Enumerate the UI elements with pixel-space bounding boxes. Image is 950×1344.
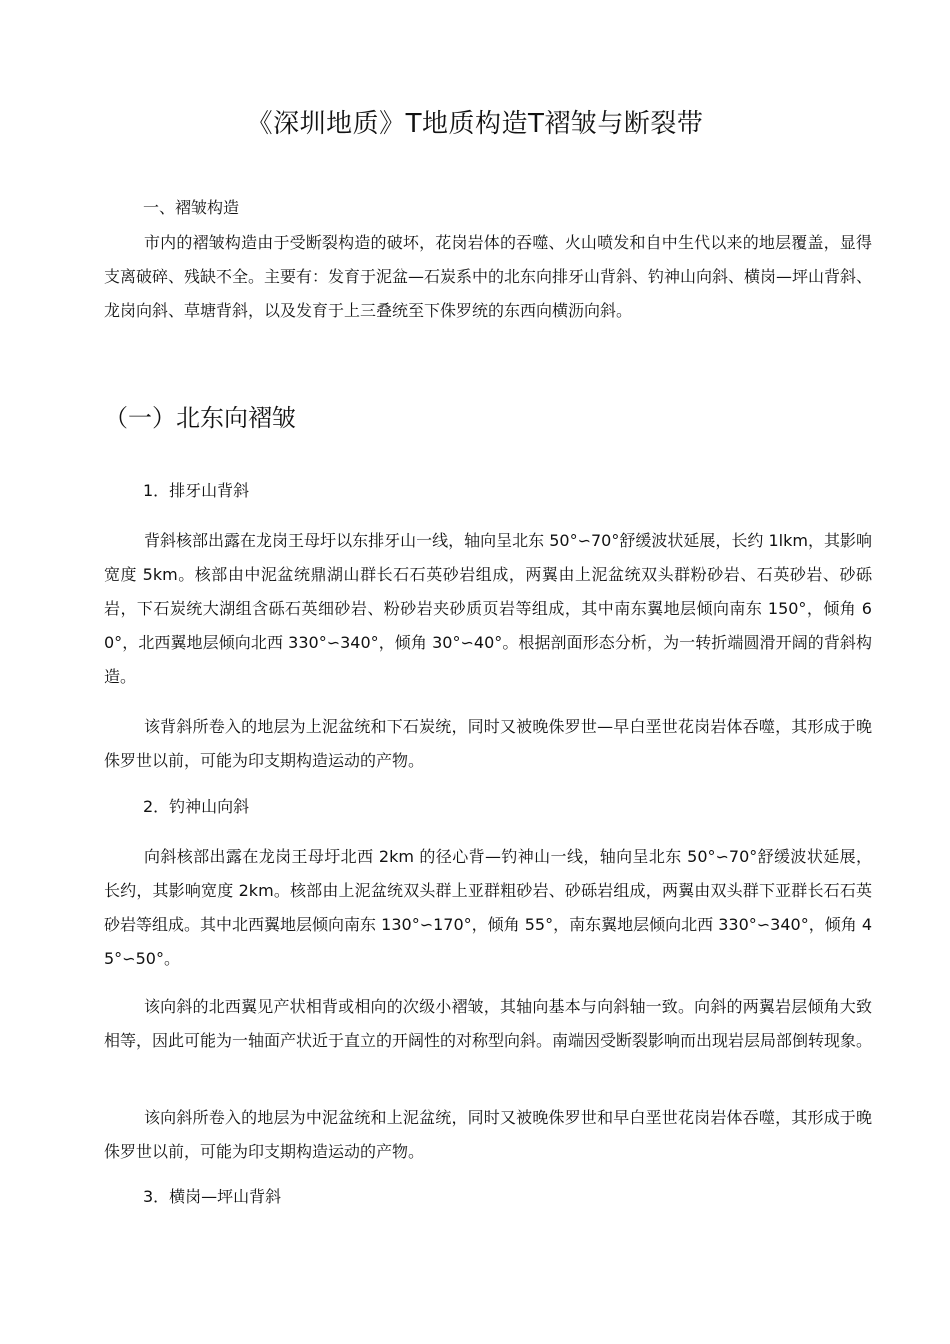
paragraph-paiyashan-2: 该背斜所卷入的地层为上泥盆统和下石炭统，同时又被晚侏罗世—早白垩世花岗岩体吞噬，其形成于晚侏罗世以前，可能为印支期构造运动的产物。 (104, 717, 872, 770)
subheading-diaoshenshan-syncline: 2．钓神山向斜 (143, 797, 250, 816)
paragraph-diaoshenshan-1: 向斜核部出露在龙岗王母圩北西 2km 的径心背—钓神山一线，轴向呈北东 50°∽70°舒缓波状延展，长约，其影响宽度 2km。核部由上泥盆统双头群上亚群粗砂岩、砂砾岩组成，两翼由双头群下亚群长石石英砂岩等组成。其中北西翼地层倾向南东 130°∽170°，倾角 55°，南东翼地层倾向北西 330°∽340°，倾角 45°∽50°。 (104, 847, 872, 968)
paragraph-diaoshenshan-3: 该向斜所卷入的地层为中泥盆统和上泥盆统，同时又被晚侏罗世和早白垩世花岗岩体吞噬，其形成于晚侏罗世以前，可能为印支期构造运动的产物。 (104, 1108, 872, 1161)
paragraph-paiyashan-1: 背斜核部出露在龙岗王母圩以东排牙山一线，轴向呈北东 50°∽70°舒缓波状延展，长约 1lkm，其影响宽度 5km。核部由中泥盆统鼎湖山群长石石英砂岩组成，两翼由上泥盆统双头群粉砂岩、石英砂岩、砂砾岩，下石炭统大湖组含砾石英细砂岩、粉砂岩夹砂质页岩等组成，其中南东翼地层倾向南东 150°，倾角 60°，北西翼地层倾向北西 330°∽340°，倾角 30°∽40°。根据剖面形态分析，为一转折端圆滑开阔的背斜构造。 (104, 531, 872, 686)
subheading-henggang-pingshan-anticline: 3．横岗—坪山背斜 (143, 1187, 282, 1206)
subheading-paiyashan-anticline: 1．排牙山背斜 (143, 481, 250, 500)
section-heading-northeast-folds: （一）北东向褶皱 (104, 404, 296, 432)
page-title: 《深圳地质》T地质构造T褶皱与断裂带 (246, 109, 704, 139)
paragraph-diaoshenshan-2: 该向斜的北西翼见产状相背或相向的次级小褶皱，其轴向基本与向斜轴一致。向斜的两翼岩层倾角大致相等，因此可能为一轴面产状近于直立的开阔性的对称型向斜。南端因受断裂影响而出现岩层局部倒转现象。 (104, 997, 873, 1050)
section-heading-folds: 一、褶皱构造 (143, 198, 240, 217)
intro-paragraph: 市内的褶皱构造由于受断裂构造的破坏，花岗岩体的吞噬、火山喷发和自中生代以来的地层覆盖，显得支离破碎、残缺不全。主要有：发育于泥盆—石炭系中的北东向排牙山背斜、钓神山向斜、横岗—坪山背斜、龙岗向斜、草塘背斜，以及发育于上三叠统至下侏罗统的东西向横沥向斜。 (104, 233, 873, 320)
